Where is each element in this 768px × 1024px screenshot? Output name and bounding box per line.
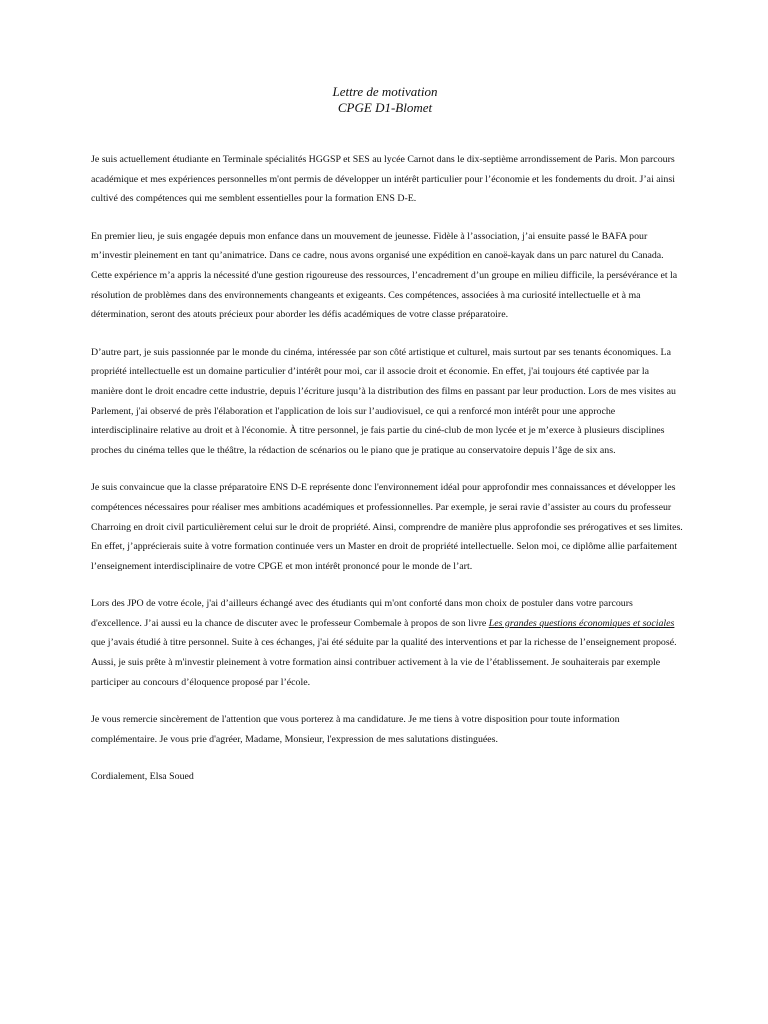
book-title-link[interactable]: Les grandes questions économiques et sociales: [488, 617, 675, 629]
paragraph-thanks: Je vous remercie sincèrement de l'attention que vous porterez à ma candidature. Je me tiens à votre disposition pour toute information complémentaire. Je vous prie d'agréer, Madame, Monsieur, l'expression de mes salutations distinguées.: [91, 714, 620, 745]
letter-subtitle: CPGE D1-Blomet: [337, 100, 433, 115]
letter-heading: [0, 84, 768, 116]
paragraph-youth-movement: En premier lieu, je suis engagée depuis mon enfance dans un mouvement de jeunesse. Fidèle à l’association, j’ai ensuite passé le BAFA pour m’investir pleinement en tant qu’animatrice. Dans ce cadre, nous avons organisé une expédition en canoë-kayak dans un parc naturel du Canada. Cette expérience m’a appris la nécessité d'une gestion rigoureuse des ressources, l’encadrement d’un groupe en milieu difficile, la persévérance et la résolution de problèmes dans des environnements changeants et exigeants. Ces compétences, associées à ma curiosité intellectuelle et à ma détermination, seront des atouts précieux pour aborder les défis académiques de votre classe préparatoire.: [91, 230, 678, 321]
open-days-text-end: que j’avais étudié à titre personnel. Suite à ces échanges, j'ai été séduite par la qualité des interventions et par la richesse de l’enseignement proposé. Aussi, je suis prête à m'investir pleinement à votre formation ainsi contribuer activement à la vie de l’établissement. Je souhaiterais par exemple participer au concours d’éloquence proposé par l’école.: [91, 637, 677, 688]
paragraph-cinema: D’autre part, je suis passionnée par le monde du cinéma, intéressée par son côté artistique et culturel, mais surtout par ses tenants économiques. La propriété intellectuelle est un domaine particulier d’intérêt pour moi, car il associe droit et économie. En effet, j'ai toujours été captivée par la manière dont le droit encadre cette industrie, depuis l’écriture jusqu’à la distribution des films en passant par leur production. Lors de mes visites au Parlement, j'ai observé de près l'élaboration et l'application de lois sur l’audiovisuel, ce qui a renforcé mon intérêt pour une approche interdisciplinaire relative au droit et à l'économie. À titre personnel, je fais partie du ciné-club de mon lycée et je m’exerce à plusieurs disciplines proches du cinéma telles que le théâtre, la rédaction de scénarios ou le piano que je pratique au conservatoire depuis l’âge de six ans.: [91, 346, 676, 456]
letter-body: [91, 150, 683, 787]
paragraph-cpge-fit: Je suis convaincue que la classe préparatoire ENS D-E représente donc l'environnement idéal pour approfondir mes connaissances et développer les compétences nécessaires pour réaliser mes ambitions académiques et professionnelles. Par exemple, je serai ravie d’assister au cours du professeur Charroing en droit civil particulièrement celui sur le droit de propriété. Ainsi, comprendre de manière plus approfondie ses prérogatives et ses limites. En effet, j’apprécierais suite à votre formation continuée vers un Master en droit de propriété intellectuelle. Selon moi, ce diplôme allie parfaitement l’enseignement interdisciplinaire de votre CPGE et mon intérêt prononcé pour le monde de l’art.: [91, 482, 683, 572]
paragraph-introduction: Je suis actuellement étudiante en Terminale spécialités HGGSP et SES au lycée Carnot dans le dix-septième arrondissement de Paris. Mon parcours académique et mes expériences personnelles m'ont permis de développer un intérêt particulier pour l’économie et les fondements du droit. J’ai ainsi cultivé des compétences qui me semblent essentielles pour la formation ENS D-E.: [91, 154, 675, 205]
signature: Cordialement, Elsa Soued: [91, 771, 194, 783]
paragraph-open-days: [91, 594, 683, 692]
open-days-text-start: Lors des JPO de votre école, j'ai d’ailleurs échangé avec des étudiants qui m'ont conforté dans mon choix de postuler dans votre parcours d'excellence. J’ai aussi eu la chance de discuter avec le professeur Combemale à propos de son livre: [91, 598, 633, 629]
letter-title: Lettre de motivation: [332, 84, 438, 99]
